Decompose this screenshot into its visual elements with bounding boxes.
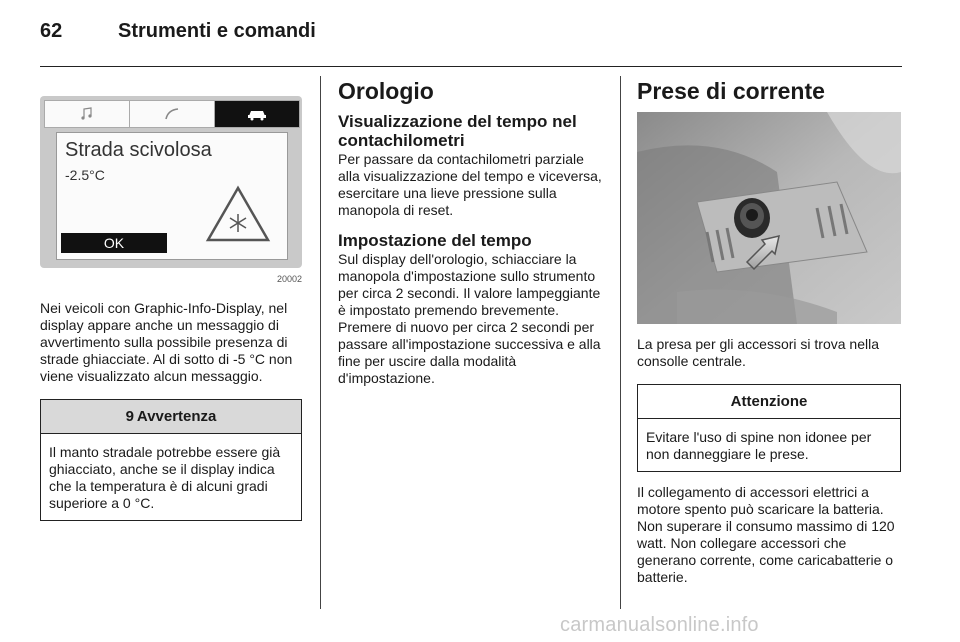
page-number: 62 <box>40 20 63 42</box>
column-right <box>637 76 901 586</box>
caution-box <box>637 384 901 472</box>
chapter-title: Strumenti e comandi <box>118 20 316 42</box>
warning-title: Avvertenza <box>136 408 217 425</box>
display-message: Strada scivolosa <box>65 139 212 161</box>
outlet-location-paragraph: La presa per gli accessori si trova nella consolle centrale. <box>637 336 880 369</box>
display-frame <box>40 96 302 268</box>
page-header <box>40 18 902 67</box>
display-tabs <box>44 100 300 128</box>
caution-text: Evitare l'uso di spine non idonee per non danneggiare le prese. <box>646 429 872 462</box>
music-icon <box>45 101 130 127</box>
time-setting-paragraph: Sul display dell'orologio, schiacciare la manopola d'impostazione sullo strumento per circa 2 secondi. Il valore lampeggiante è impostato premendo brevemente. Premere di nuovo per circa 2 secondi per passare all'impostazione successiva e alla fine per uscire dalla modalità d'impostazione. <box>338 251 601 386</box>
display-temperature: -2.5°C <box>65 167 105 183</box>
warning-text: Il manto stradale potrebbe essere già ghiacciato, anche se il display indica che la temperatura è di alcuni gradi superiore a 0 °C. <box>49 444 281 511</box>
ok-button: OK <box>61 233 167 253</box>
subsection-time-setting: Impostazione del tempo <box>338 231 532 250</box>
warning-header <box>41 400 301 434</box>
warning-symbol: 9 <box>125 408 134 425</box>
column-divider <box>320 76 321 609</box>
ice-warning-icon <box>205 185 271 248</box>
intro-paragraph: Nei veicoli con Graphic-Info-Display, nel display appare anche un messaggio di avvertimento sulla possibile presenza di strade ghiacciate. Al di sotto di -5 °C non viene visualizzato alcun messaggio. <box>40 300 293 384</box>
watermark: carmanualsonline.info <box>560 614 759 636</box>
caution-header: Attenzione <box>638 385 900 419</box>
section-title-power-outlets: Prese di corrente <box>637 78 825 104</box>
car-icon <box>215 101 299 127</box>
column-left <box>40 76 302 521</box>
section-title-clock: Orologio <box>338 78 434 104</box>
time-display-paragraph: Per passare da contachilometri parziale alla visualizzazione del tempo e viceversa, esercitare una lieve pressione sulla manopola di reset. <box>338 151 602 218</box>
display-screen <box>56 132 288 260</box>
power-outlet-photo <box>637 112 901 324</box>
column-divider <box>620 76 621 609</box>
phone-icon <box>130 101 215 127</box>
column-middle <box>338 76 604 387</box>
subsection-time-display: Visualizzazione del tempo nel contachilometri <box>338 112 577 150</box>
figure-code: 20002 <box>276 274 302 284</box>
outlet-usage-paragraph: Il collegamento di accessori elettrici a motore spento può scaricare la batteria. Non superare il consumo massimo di 120 watt. Non collegare accessori che generano corrente, come caricabatterie o batterie. <box>637 484 895 585</box>
display-illustration <box>40 76 302 292</box>
warning-box <box>40 399 302 521</box>
